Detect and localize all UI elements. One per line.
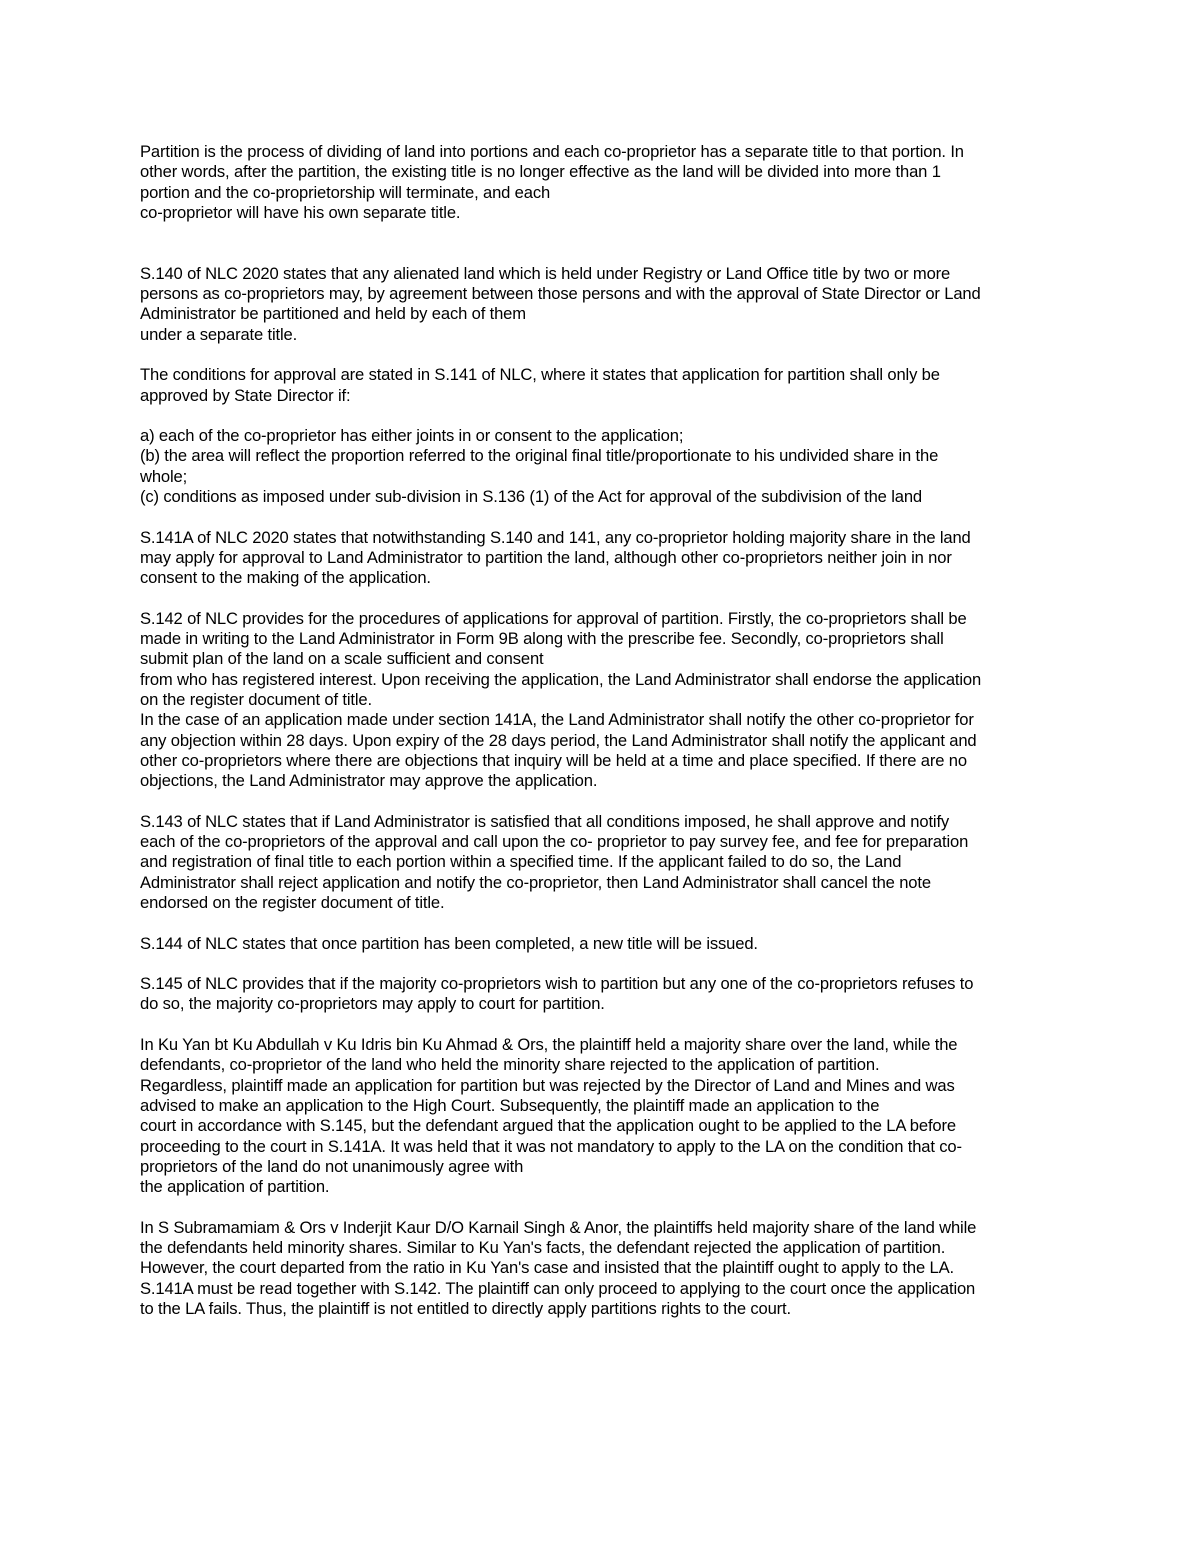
paragraph-spacer [140,507,1065,527]
text-line: and registration of final title to each portion within a specified time. If the applicant failed to do so, the Land [140,852,902,872]
text-line: portion and the co-proprietorship will terminate, and each [140,182,551,202]
text-line: defendants, co-proprietor of the land who held the minority share rejected to the application of partition. [140,1055,880,1075]
paragraph-subramamiam-case [140,1218,1065,1319]
paragraph-spacer [140,223,1065,264]
text-line: The conditions for approval are stated in S.141 of NLC, where it states that application for partition shall only be [140,365,940,385]
text-line: from who has registered interest. Upon receiving the application, the Land Administrator shall endorse the application [140,669,982,689]
text-line: proprietors of the land do not unanimously agree with [140,1156,524,1176]
paragraph-spacer [140,913,1065,933]
text-line: on the register document of title. [140,690,372,710]
text-line: Administrator be partitioned and held by each of them [140,304,526,324]
paragraph-s143 [140,812,1065,913]
paragraph-s145 [140,974,1065,1015]
text-line: In S Subramamiam & Ors v Inderjit Kaur D/O Karnail Singh & Anor, the plaintiffs held majority share of the land while [140,1217,977,1237]
text-line: each of the co-proprietors of the approval and call upon the co- proprietor to pay survey fee, and fee for preparation [140,832,969,852]
paragraph-s141-conditions [140,365,1065,406]
text-line: S.141A of NLC 2020 states that notwithstanding S.140 and 141, any co-proprietor holding majority share in the land [140,527,971,547]
document-body [140,142,1065,1319]
paragraph-s142 [140,609,1065,792]
text-line: In Ku Yan bt Ku Abdullah v Ku Idris bin Ku Ahmad & Ors, the plaintiff held a majority share over the land, while the [140,1035,958,1055]
text-line: other words, after the partition, the existing title is no longer effective as the land will be divided into more than 1 [140,162,941,182]
text-line: other co-proprietors where there are objections that inquiry will be held at a time and place specified. If there are no [140,750,967,770]
text-line: Regardless, plaintiff made an application for partition but was rejected by the Director of Land and Mines and was [140,1075,955,1095]
paragraph-spacer [140,406,1065,426]
text-line: whole; [140,466,188,486]
paragraph-s140 [140,264,1065,345]
text-line: Partition is the process of dividing of land into portions and each co-proprietor has a separate title to that portion. In [140,142,964,161]
paragraph-spacer [140,345,1065,365]
paragraph-partition-definition [140,142,1065,223]
text-line: made in writing to the Land Administrator in Form 9B along with the prescribe fee. Secondly, co-proprietors shall [140,629,944,649]
paragraph-spacer [140,1015,1065,1035]
text-line: Administrator shall reject application and notify the co-proprietor, then Land Administrator shall cancel the note [140,872,931,892]
text-line: proceeding to the court in S.141A. It was held that it was not mandatory to apply to the LA on the condition that co- [140,1136,962,1156]
text-line: In the case of an application made under section 141A, the Land Administrator shall notify the other co-proprietor for [140,710,974,730]
paragraph-s144 [140,934,1065,954]
text-line: a) each of the co-proprietor has either joints in or consent to the application; [140,426,684,446]
text-line: approved by State Director if: [140,385,351,405]
paragraph-s141a [140,528,1065,589]
text-line: endorsed on the register document of title. [140,892,445,912]
text-line: S.145 of NLC provides that if the majority co-proprietors wish to partition but any one of the co-proprietors refuses to [140,974,974,994]
text-line: do so, the majority co-proprietors may apply to court for partition. [140,994,605,1014]
paragraph-ku-yan-case [140,1035,1065,1197]
text-line: co-proprietor will have his own separate title. [140,202,461,222]
text-line: any objection within 28 days. Upon expiry of the 28 days period, the Land Administrator shall notify the applicant and [140,730,977,750]
paragraph-spacer [140,792,1065,812]
text-line: persons as co-proprietors may, by agreement between those persons and with the approval of State Director or Land [140,284,981,304]
text-line: court in accordance with S.145, but the defendant argued that the application ought to be applied to the LA before [140,1116,956,1136]
text-line: S.144 of NLC states that once partition has been completed, a new title will be issued. [140,933,758,953]
text-line: consent to the making of the application. [140,568,431,588]
text-line: However, the court departed from the ratio in Ku Yan's case and insisted that the plaintiff ought to apply to the LA. [140,1258,954,1278]
paragraph-spacer [140,1197,1065,1217]
text-line: to the LA fails. Thus, the plaintiff is not entitled to directly apply partitions rights to the court. [140,1298,791,1318]
paragraph-spacer [140,589,1065,609]
text-line: submit plan of the land on a scale sufficient and consent [140,649,544,669]
paragraph-spacer [140,954,1065,974]
text-line: (c) conditions as imposed under sub-division in S.136 (1) of the Act for approval of the subdivision of the land [140,487,922,507]
text-line: under a separate title. [140,324,298,344]
paragraph-conditions-list [140,426,1065,507]
text-line: S.140 of NLC 2020 states that any alienated land which is held under Registry or Land Office title by two or more [140,263,951,283]
text-line: S.141A must be read together with S.142. The plaintiff can only proceed to applying to the court once the application [140,1278,976,1298]
text-line: (b) the area will reflect the proportion referred to the original final title/proportionate to his undivided share in the [140,446,939,466]
text-line: objections, the Land Administrator may approve the application. [140,771,598,791]
text-line: may apply for approval to Land Administrator to partition the land, although other co-proprietors neither join in nor [140,547,952,567]
text-line: the application of partition. [140,1177,330,1197]
text-line: the defendants held minority shares. Similar to Ku Yan's facts, the defendant rejected the application of partition. [140,1238,946,1258]
text-line: S.143 of NLC states that if Land Administrator is satisfied that all conditions imposed, he shall approve and notify [140,811,950,831]
text-line: advised to make an application to the High Court. Subsequently, the plaintiff made an application to the [140,1095,880,1115]
text-line: S.142 of NLC provides for the procedures of applications for approval of partition. Firstly, the co-proprietors shall be [140,608,967,628]
